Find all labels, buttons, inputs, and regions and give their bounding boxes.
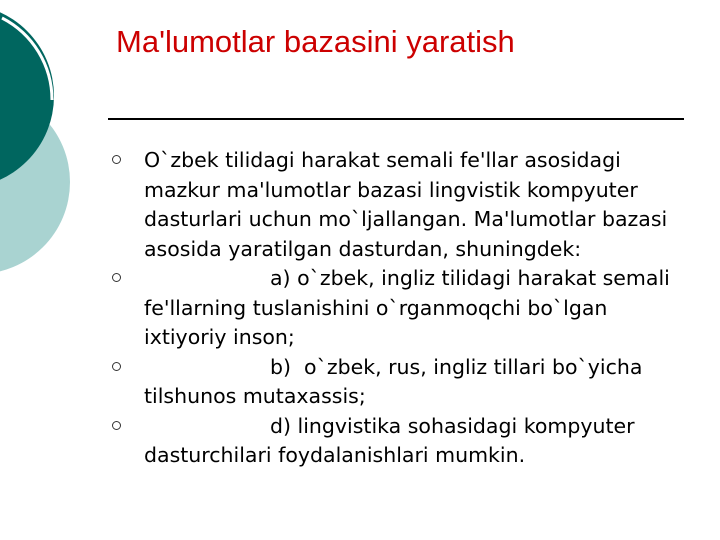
bullet-item bbox=[112, 412, 682, 471]
bullet-marker-icon bbox=[112, 421, 121, 430]
bullet-text: d) lingvistika sohasidagi kompyuter dasturchilari foydalanishlari mumkin. bbox=[144, 413, 635, 467]
circle-highlight-arc bbox=[2, 18, 52, 100]
slide-title: Ma'lumotlar bazasini yaratish bbox=[116, 24, 515, 59]
bullet-marker-icon bbox=[112, 362, 121, 371]
bullet-list bbox=[112, 146, 682, 471]
dark-teal-circle bbox=[0, 4, 54, 188]
title-divider bbox=[108, 118, 684, 120]
bullet-item bbox=[112, 353, 682, 412]
light-teal-circle bbox=[0, 90, 70, 274]
bullet-text: O`zbek tilidagi harakat semali fe'llar asosidagi mazkur ma'lumotlar bazasi lingvistik kompyuter dasturlari uchun mo`ljallangan. Ma'lumotlar bazasi asosida yaratilgan dasturdan, shuningdek: bbox=[144, 148, 668, 261]
bullet-marker-icon bbox=[112, 273, 121, 282]
bullet-text: a) o`zbek, ingliz tilidagi harakat semali fe'llarning tuslanishini o`rganmoqchi bo`lgan ixtiyoriy inson; bbox=[144, 266, 670, 349]
bullet-marker-icon bbox=[112, 155, 121, 164]
bullet-text: b) o`zbek, rus, ingliz tillari bo`yicha tilshunos mutaxassis; bbox=[144, 354, 649, 408]
bullet-item bbox=[112, 146, 682, 264]
bullet-item bbox=[112, 264, 682, 353]
